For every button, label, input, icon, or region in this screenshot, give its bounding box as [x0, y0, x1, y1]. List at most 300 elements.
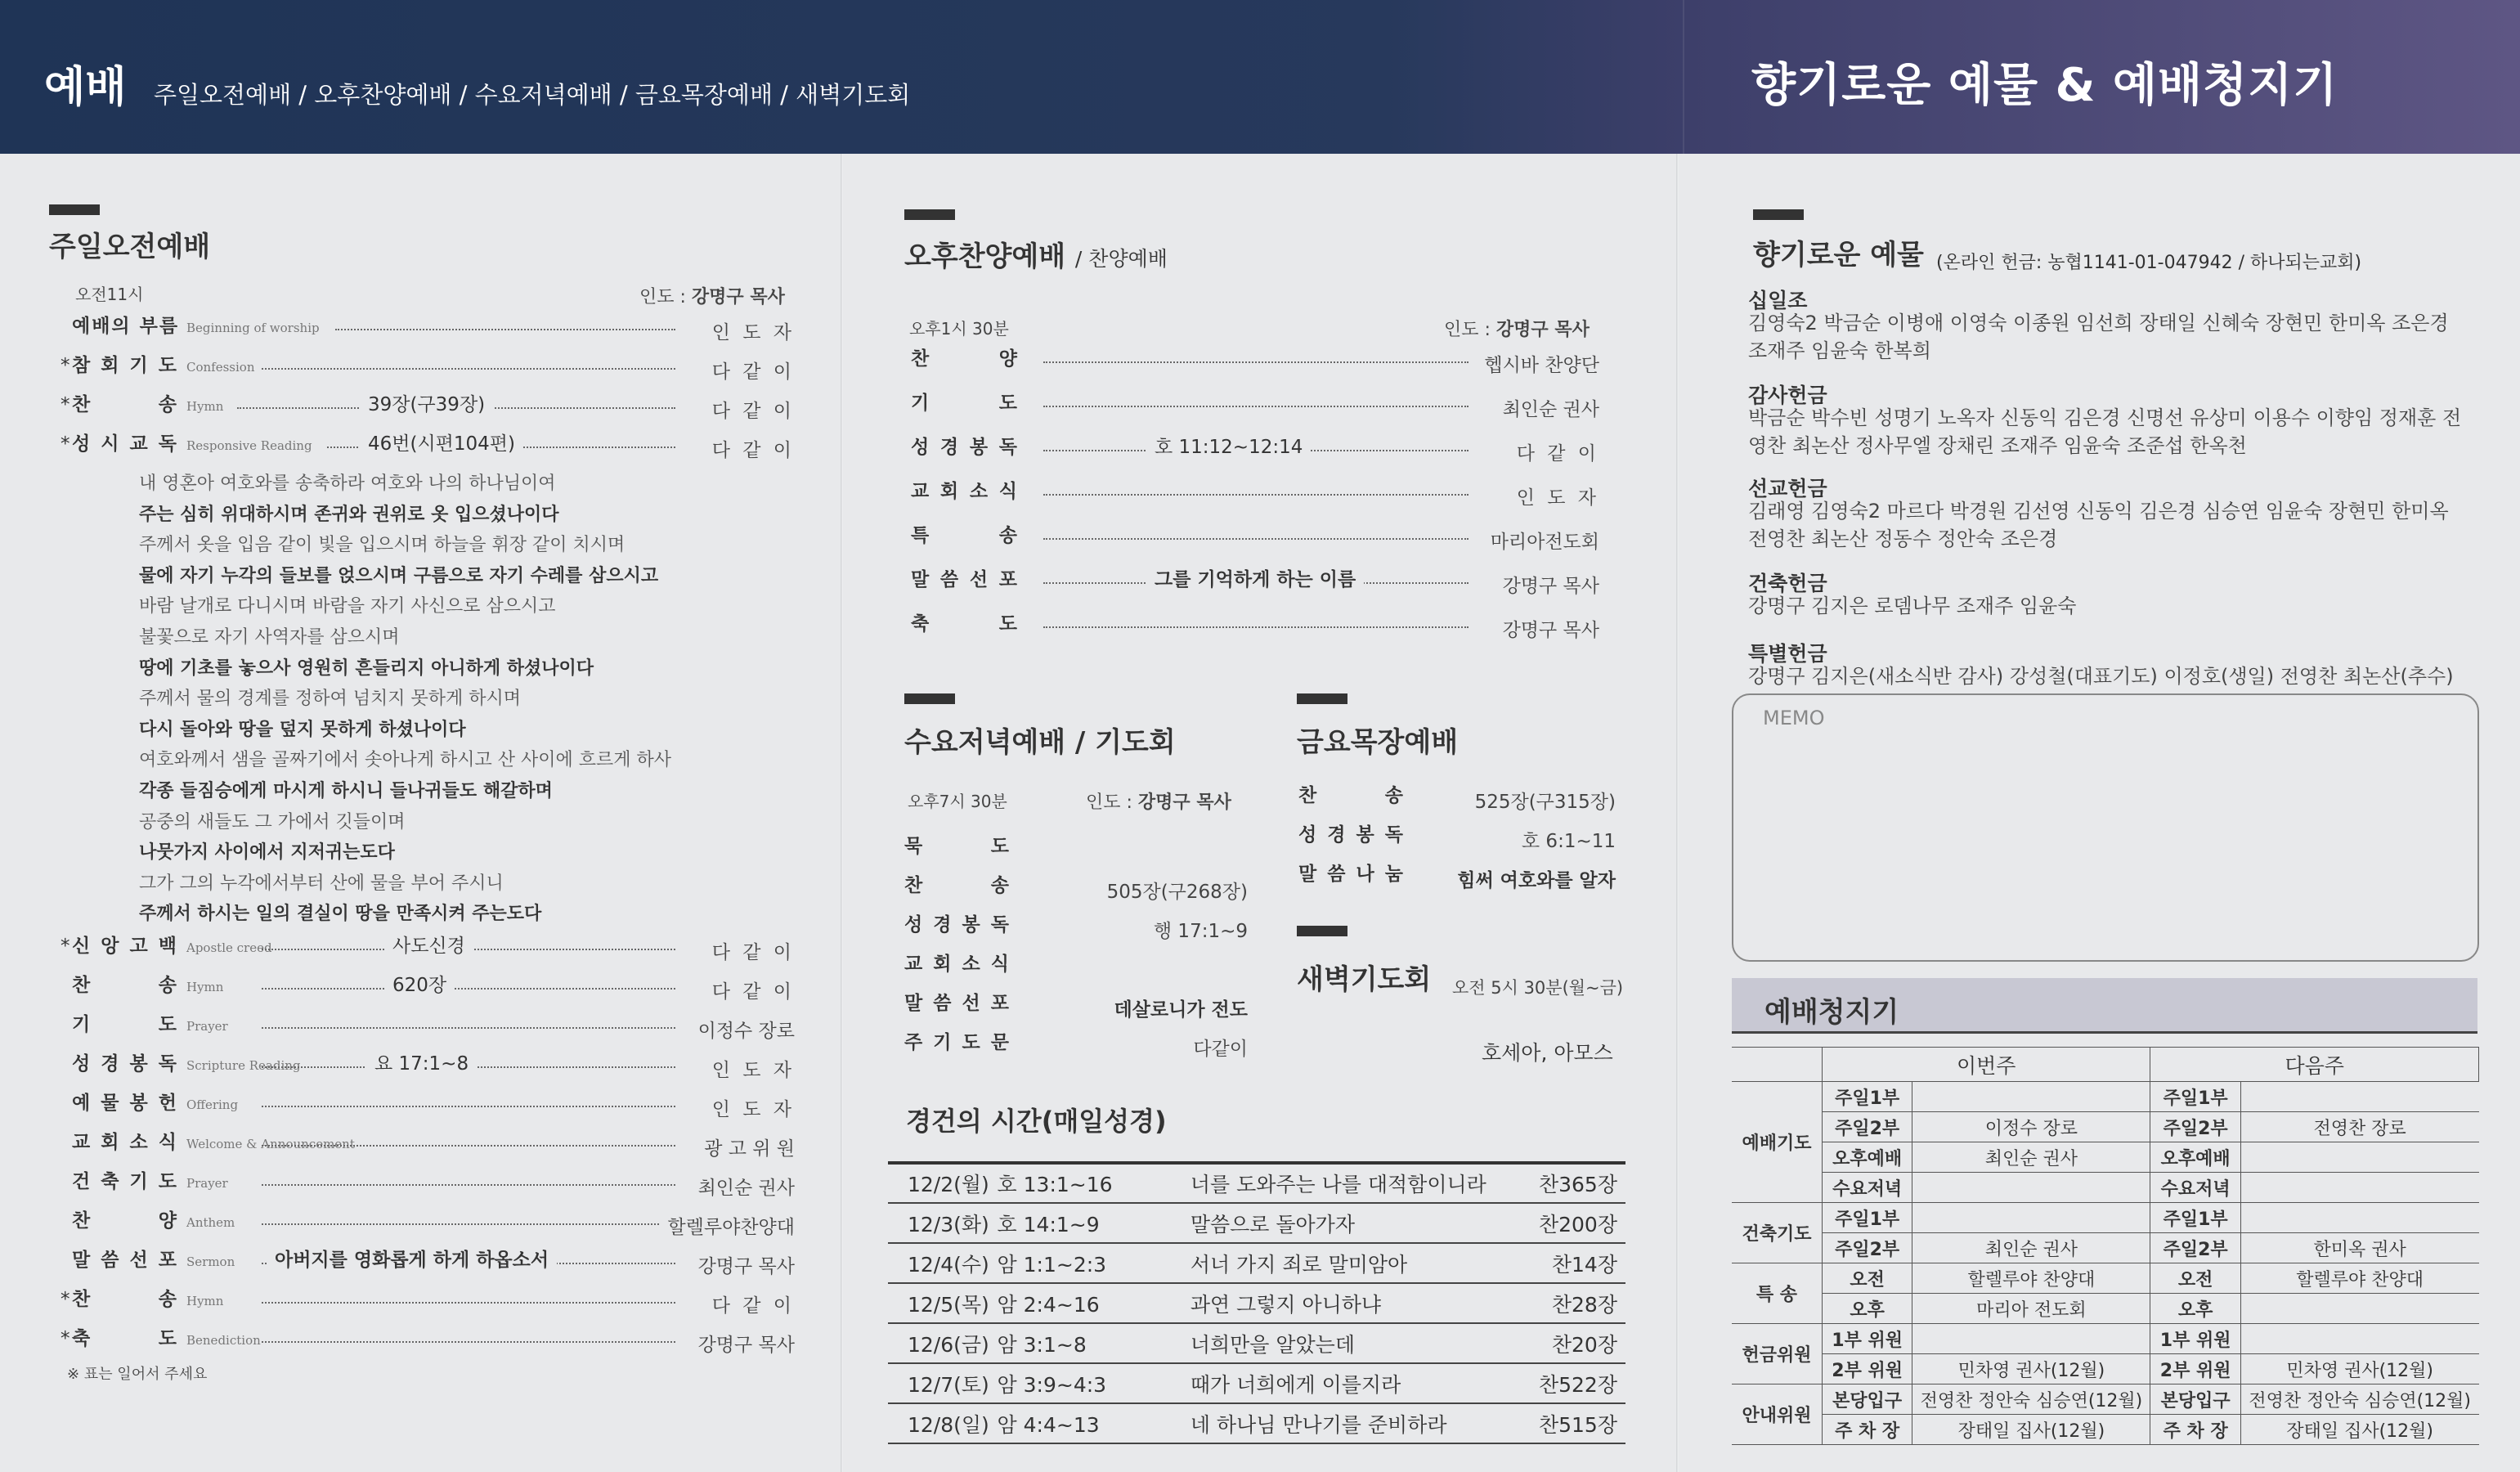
psalm-line: 주께서 물의 경계를 정하여 넘치지 못하게 하시며	[139, 689, 522, 710]
duty-title: 예배청지기	[1764, 996, 1899, 1029]
order-detail: 다같이	[1193, 1039, 1248, 1060]
dotted-leader	[262, 1145, 675, 1147]
duty-row	[1732, 1203, 2479, 1233]
section-title-wednesday: 수요저녁예배 / 기도회	[904, 726, 1176, 759]
devotion-row	[888, 1403, 1625, 1443]
devotion-hymn: 찬200장	[1520, 1203, 1625, 1243]
order-detail: 힘써 여호와를 알자	[1457, 870, 1616, 891]
order-row	[72, 1173, 228, 1192]
order-leader: 다 같 이	[706, 396, 795, 423]
duty-person	[2240, 1203, 2478, 1233]
order-leader: 헵시바 찬양단	[1477, 350, 1599, 377]
devotion-ref: 암 3:1~8	[998, 1323, 1190, 1363]
duty-slot: 오후예배	[1822, 1142, 1912, 1173]
offering-names: 강명구 김지은 로뎀나무 조재주 임윤숙	[1748, 595, 2077, 617]
devotion-row	[888, 1243, 1625, 1283]
duty-group: 안내위원	[1732, 1384, 1822, 1445]
dotted-leader	[262, 1184, 675, 1186]
standing-note: ※ 표는 일어서 주세요	[67, 1366, 208, 1383]
devotion-ref: 암 2:4~16	[998, 1283, 1190, 1323]
header-right-title: 향기로운 예물 & 예배청지기	[1751, 59, 2338, 112]
afternoon-title: 오후찬양예배	[904, 240, 1066, 273]
leader-label: 인도 :	[1086, 792, 1132, 813]
order-row	[61, 394, 224, 415]
psalm-line: 물에 자기 누각의 들보를 얹으시며 구름으로 자기 수레를 삼으시고	[139, 565, 659, 586]
order-english-label: Prayer	[186, 1176, 228, 1191]
duty-person	[2240, 1142, 2478, 1173]
devotion-row	[888, 1283, 1625, 1323]
order-row	[72, 1016, 228, 1034]
duty-person: 장태일 집사(12월)	[2240, 1415, 2478, 1445]
dotted-leader	[262, 1341, 675, 1343]
duty-slot: 주일2부	[2150, 1233, 2240, 1263]
devotion-row	[888, 1363, 1625, 1403]
dotted-leader	[1043, 494, 1469, 496]
duty-row	[1732, 1233, 2479, 1263]
order-row	[911, 615, 1019, 634]
order-row	[72, 317, 320, 336]
devotion-ref: 호 14:1~9	[998, 1203, 1190, 1243]
duty-slot: 오후	[2150, 1294, 2240, 1324]
order-leader: 인 도 자	[706, 1094, 795, 1121]
order-detail: 요 17:1~8	[366, 1055, 477, 1074]
duty-group: 특 송	[1732, 1263, 1822, 1324]
order-leader: 다 같 이	[706, 435, 795, 462]
header-subtitle: 주일오전예배 / 오후찬양예배 / 수요저녁예배 / 금요목장예배 / 새벽기도회	[154, 81, 911, 109]
order-leader: 이정수 장로	[692, 1016, 795, 1043]
dotted-leader	[335, 329, 675, 330]
order-row	[1298, 865, 1405, 884]
order-english-label: Responsive Reading	[186, 438, 312, 453]
duty-slot: 주일2부	[2150, 1112, 2240, 1142]
devotion-ref: 암 4:4~13	[998, 1403, 1190, 1443]
order-row	[904, 994, 1011, 1013]
duty-person: 할렐루야 찬양대	[2240, 1263, 2478, 1294]
wednesday-time: 오후7시 30분	[908, 792, 1007, 811]
order-detail: 그를 기억하게 하는 이름	[1146, 571, 1364, 590]
devotion-title: 서너 가지 죄로 말미암아	[1190, 1243, 1520, 1283]
duty-row	[1732, 1354, 2479, 1384]
duty-slot: 주일1부	[1822, 1082, 1912, 1112]
order-label: 예 물 봉 헌	[72, 1093, 178, 1114]
duty-slot: 2부 위원	[1822, 1354, 1912, 1384]
devotion-hymn: 찬522장	[1520, 1363, 1625, 1403]
order-label: 말 씀 선 포	[911, 569, 1019, 590]
devotion-date: 12/2(월)	[888, 1163, 998, 1203]
duty-person	[2240, 1173, 2478, 1203]
afternoon-time: 오후1시 30분	[909, 319, 1009, 339]
order-leader: 다 같 이	[706, 976, 795, 1003]
duty-row	[1732, 1294, 2479, 1324]
psalm-line: 주께서 옷을 입음 같이 빛을 입으시며 하늘을 휘장 같이 치시며	[139, 535, 626, 556]
order-row	[911, 350, 1019, 369]
leader-name: 강명구 목사	[1495, 320, 1590, 340]
section-marker	[1753, 209, 1804, 220]
psalm-line: 주는 심히 위대하시며 존귀와 권위로 옷 입으셨나이다	[139, 504, 559, 525]
psalm-line: 주께서 하시는 일의 결실이 땅을 만족시켜 주는도다	[139, 904, 542, 925]
psalm-line: 땅에 기초를 놓으사 영원히 흔들리지 아니하게 하셨나이다	[139, 657, 594, 679]
morning-leader	[639, 283, 785, 308]
order-row	[61, 355, 255, 376]
order-row	[72, 976, 223, 995]
order-leader: 광 고 위 원	[697, 1133, 795, 1160]
order-label: 찬 양	[911, 348, 1019, 370]
devotion-table	[888, 1161, 1625, 1444]
duty-person: 민차영 권사(12월)	[2240, 1354, 2478, 1384]
standing-mark: *	[61, 1328, 70, 1349]
devotion-row	[888, 1163, 1625, 1203]
section-title-offerings: 향기로운 예물	[1753, 239, 1924, 272]
duty-slot: 주일1부	[1822, 1203, 1912, 1233]
offering-group-name: 감사헌금	[1748, 384, 1827, 407]
section-marker	[1297, 926, 1347, 936]
order-label: 참 회 기 도	[72, 355, 178, 376]
duty-person	[1912, 1203, 2150, 1233]
order-row	[72, 1094, 238, 1113]
memo-box	[1732, 693, 2479, 962]
order-english-label: Hymn	[186, 1294, 224, 1308]
psalm-line: 바람 날개로 다니시며 바람을 자기 사신으로 삼으시고	[139, 596, 556, 617]
order-label: 묵 도	[904, 836, 1011, 857]
duty-group: 건축기도	[1732, 1203, 1822, 1263]
order-row	[72, 1251, 235, 1270]
order-detail: 호 6:1~11	[1521, 831, 1616, 852]
duty-head-next: 다음주	[2150, 1048, 2479, 1082]
order-label: 찬 송	[1298, 785, 1405, 806]
order-english-label: Hymn	[186, 980, 224, 994]
memo-label: MEMO	[1763, 707, 1825, 729]
psalm-line: 여호와께서 샘을 골짜기에서 솟아나게 하시고 산 사이에 흐르게 하사	[139, 750, 672, 771]
duty-slot: 1부 위원	[1822, 1324, 1912, 1354]
section-title-morning: 주일오전예배	[49, 231, 211, 263]
order-row	[72, 1055, 301, 1074]
leader-name: 강명구 목사	[691, 287, 785, 307]
order-row	[911, 527, 1019, 545]
order-label: 축 도	[72, 1328, 178, 1349]
devotion-ref: 호 13:1~16	[998, 1163, 1190, 1203]
order-label: 찬 양	[72, 1210, 178, 1232]
order-english-label: Scripture Reading	[186, 1058, 301, 1073]
dotted-leader	[262, 368, 675, 370]
order-english-label: Benediction	[186, 1333, 261, 1348]
order-english-label: Anthem	[186, 1215, 235, 1230]
leader-label: 인도 :	[1444, 320, 1491, 340]
order-label: 축 도	[911, 613, 1019, 635]
order-english-label: Confession	[186, 360, 255, 375]
wednesday-leader	[1086, 788, 1231, 814]
duty-person: 전영찬 정안숙 심승연(12월)	[2240, 1384, 2478, 1415]
order-row	[904, 877, 1011, 895]
order-english-label: Offering	[186, 1097, 239, 1112]
afternoon-leader	[1444, 316, 1590, 341]
standing-mark: *	[61, 394, 70, 415]
psalm-line: 불꽃으로 자기 사역자를 삼으시며	[139, 627, 400, 648]
order-label: 기 도	[911, 393, 1019, 414]
devotion-date: 12/4(수)	[888, 1243, 998, 1283]
order-english-label: Welcome & Announcement	[186, 1137, 355, 1151]
order-label: 교 회 소 식	[904, 954, 1011, 975]
dotted-leader	[262, 1027, 675, 1029]
duty-title-bar	[1732, 978, 2477, 1034]
duty-person: 장태일 집사(12월)	[1912, 1415, 2150, 1445]
order-label: 찬 송	[72, 1289, 178, 1310]
order-detail: 행 17:1~9	[1153, 921, 1248, 942]
order-row	[911, 438, 1019, 457]
devotion-title: 네 하나님 만나기를 준비하라	[1190, 1403, 1520, 1443]
psalm-line: 그가 그의 누각에서부터 산에 물을 부어 주시니	[139, 873, 504, 894]
order-label: 성 경 봉 독	[1298, 824, 1405, 846]
leader-label: 인도 :	[639, 287, 686, 307]
order-english-label: Hymn	[186, 399, 224, 414]
duty-person: 전영찬 정안숙 심승연(12월)	[1912, 1384, 2150, 1415]
dotted-leader	[262, 1302, 675, 1304]
order-label: 성 경 봉 독	[911, 437, 1019, 458]
duty-person	[2240, 1082, 2478, 1112]
order-leader: 다 같 이	[706, 1290, 795, 1317]
order-row	[911, 482, 1019, 501]
duty-row	[1732, 1384, 2479, 1415]
order-leader: 최인순 권사	[1496, 394, 1599, 421]
duty-slot: 주 차 장	[1822, 1415, 1912, 1445]
section-title-afternoon	[904, 234, 1168, 274]
order-leader: 다 같 이	[706, 937, 795, 964]
order-label: 찬 송	[904, 875, 1011, 896]
order-row	[904, 1034, 1011, 1052]
dotted-leader	[1043, 406, 1469, 407]
duty-slot: 오전	[2150, 1263, 2240, 1294]
offering-names: 박금순 박수빈 성명기 노옥자 신동익 김은경 신명선 유상미 이용수 이향임 정재훈 전영찬 최논산 정사무엘 장채린 조재주 임윤숙 조준섭 한옥천	[1748, 406, 2462, 457]
order-leader: 인 도 자	[706, 317, 795, 344]
order-label: 건 축 기 도	[72, 1171, 178, 1192]
offering-group-name: 특별헌금	[1748, 642, 1827, 666]
order-label: 성 경 봉 독	[72, 1053, 178, 1075]
order-leader: 강명구 목사	[1496, 615, 1599, 642]
order-row	[904, 916, 1011, 935]
order-label: 교 회 소 식	[911, 481, 1019, 502]
duty-row	[1732, 1324, 2479, 1354]
duty-row	[1732, 1263, 2479, 1294]
order-detail: 39장(구39장)	[360, 396, 493, 415]
fold-line	[1676, 154, 1679, 1472]
devotion-title: 너를 도와주는 나를 대적함이니라	[1190, 1163, 1520, 1203]
offering-names: 김영숙2 박금순 이병애 이영숙 이종원 임선희 장태일 신혜숙 장현민 한미옥 조은경 조재주 임윤숙 한복희	[1748, 312, 2449, 362]
duty-person: 마리아 전도회	[1912, 1294, 2150, 1324]
order-detail: 505장(구268장)	[1106, 882, 1248, 903]
offering-group-name: 선교헌금	[1748, 477, 1827, 500]
duty-slot: 오전	[1822, 1263, 1912, 1294]
order-label: 교 회 소 식	[72, 1132, 178, 1153]
order-label: 성 경 봉 독	[904, 914, 1011, 936]
offering-names: 김래영 김영숙2 마르다 박경원 김선영 신동익 김은경 심승연 임윤숙 장현민 한미옥 전영찬 최논산 정동수 정안숙 조은경	[1748, 500, 2449, 550]
fold-line	[841, 154, 843, 1472]
duty-slot: 2부 위원	[2150, 1354, 2240, 1384]
dotted-leader	[1043, 538, 1469, 540]
order-detail: 아버지를 영화롭게 하게 하옵소서	[267, 1251, 557, 1270]
devotion-date: 12/7(토)	[888, 1363, 998, 1403]
order-row	[61, 936, 272, 957]
devotion-hymn: 찬14장	[1520, 1243, 1625, 1283]
duty-person: 전영찬 장로	[2240, 1112, 2478, 1142]
duty-head-this: 이번주	[1822, 1048, 2150, 1082]
duty-row	[1732, 1415, 2479, 1445]
psalm-line: 공중의 새들도 그 가에서 깃들이며	[139, 811, 406, 832]
dawn-time: 오전 5시 30분(월~금)	[1452, 978, 1624, 998]
section-title-dawn: 새벽기도회	[1297, 963, 1432, 996]
order-row	[61, 433, 312, 455]
order-label: 찬 송	[72, 394, 178, 415]
devotion-hymn: 찬20장	[1520, 1323, 1625, 1363]
order-label: 말 씀 선 포	[72, 1250, 178, 1271]
dotted-leader	[262, 988, 675, 990]
dotted-leader	[262, 1106, 675, 1107]
duty-person: 최인순 권사	[1912, 1142, 2150, 1173]
section-marker	[904, 209, 955, 220]
duty-slot: 주일2부	[1822, 1233, 1912, 1263]
devotion-ref: 암 1:1~2:3	[998, 1243, 1190, 1283]
order-english-label: Apostle creed	[186, 940, 272, 955]
order-detail: 호 11:12~12:14	[1146, 438, 1311, 457]
duty-slot: 1부 위원	[2150, 1324, 2240, 1354]
duty-person: 이정수 장로	[1912, 1112, 2150, 1142]
order-detail: 620장	[384, 976, 455, 995]
morning-time: 오전11시	[75, 285, 144, 304]
order-label: 찬 송	[72, 975, 178, 996]
standing-mark: *	[61, 355, 70, 376]
order-label: 신 앙 고 백	[72, 936, 178, 957]
order-row	[1298, 826, 1405, 845]
order-detail: 데살로니가 전도	[1114, 999, 1248, 1021]
duty-group: 예배기도	[1732, 1082, 1822, 1203]
order-leader: 강명구 목사	[1496, 571, 1599, 598]
devotion-hymn: 찬28장	[1520, 1283, 1625, 1323]
order-row	[904, 837, 1011, 856]
order-row	[911, 394, 1019, 413]
order-leader: 인 도 자	[706, 1055, 795, 1082]
section-marker	[49, 204, 100, 215]
section-marker	[1297, 693, 1347, 704]
offering-names: 강명구 김지은(새소식반 감사) 강성철(대표기도) 이정호(생일) 전영찬 최논산(추수)	[1748, 665, 2454, 688]
leader-name: 강명구 목사	[1137, 792, 1231, 813]
devotion-row	[888, 1203, 1625, 1243]
duty-slot: 오후예배	[2150, 1142, 2240, 1173]
duty-person	[2240, 1294, 2478, 1324]
order-english-label: Beginning of worship	[186, 321, 320, 335]
order-label: 주 기 도 문	[904, 1032, 1011, 1053]
order-leader: 최인순 권사	[692, 1173, 795, 1200]
order-label: 기 도	[72, 1014, 178, 1035]
psalm-line: 다시 돌아와 땅을 덮지 못하게 하셨나이다	[139, 719, 466, 740]
order-row	[61, 1328, 261, 1349]
order-row	[72, 1133, 355, 1152]
order-leader: 인 도 자	[1510, 482, 1599, 509]
order-label: 예배의 부름	[72, 316, 180, 337]
afternoon-subtitle: / 찬양예배	[1074, 247, 1168, 271]
devotion-date: 12/5(목)	[888, 1283, 998, 1323]
order-row	[911, 571, 1019, 590]
offering-group-name: 십일조	[1748, 289, 1808, 312]
duty-slot: 주 차 장	[2150, 1415, 2240, 1445]
order-label: 말 씀 나 눔	[1298, 864, 1405, 885]
duty-slot: 수요저녁	[2150, 1173, 2240, 1203]
order-row	[1298, 787, 1405, 806]
devotion-title: 너희만을 알았는데	[1190, 1323, 1520, 1363]
dawn-text: 호세아, 아모스	[1482, 1041, 1613, 1065]
duty-person	[2240, 1324, 2478, 1354]
duty-person	[1912, 1324, 2150, 1354]
devotion-date: 12/3(화)	[888, 1203, 998, 1243]
order-leader: 다 같 이	[1510, 438, 1599, 465]
devotion-date: 12/8(일)	[888, 1403, 998, 1443]
order-english-label: Sermon	[186, 1254, 235, 1269]
devotion-hymn: 찬365장	[1520, 1163, 1625, 1203]
psalm-line: 나뭇가지 사이에서 지저귀는도다	[139, 842, 395, 864]
order-leader: 마리아전도회	[1484, 527, 1599, 554]
offering-group-name: 건축헌금	[1748, 572, 1827, 595]
section-marker	[904, 693, 955, 704]
duty-slot: 주일1부	[2150, 1203, 2240, 1233]
duty-person	[1912, 1173, 2150, 1203]
order-leader: 할렐루야찬양대	[661, 1212, 795, 1239]
duty-person: 민차영 권사(12월)	[1912, 1354, 2150, 1384]
duty-slot: 본당입구	[2150, 1384, 2240, 1415]
duty-corner	[1732, 1048, 1822, 1082]
duty-person: 할렐루야 찬양대	[1912, 1263, 2150, 1294]
duty-slot: 오후	[1822, 1294, 1912, 1324]
duty-slot: 주일2부	[1822, 1112, 1912, 1142]
order-label: 말 씀 선 포	[904, 993, 1011, 1014]
duty-table	[1732, 1047, 2479, 1445]
standing-mark: *	[61, 1289, 70, 1310]
order-leader: 강명구 목사	[692, 1251, 795, 1278]
duty-person: 한미옥 권사	[2240, 1233, 2478, 1263]
order-detail: 46번(시편104편)	[360, 435, 523, 454]
psalm-line: 내 영혼아 여호와를 송축하라 여호와 나의 하나님이여	[139, 473, 556, 494]
order-leader: 강명구 목사	[692, 1330, 795, 1357]
duty-slot: 수요저녁	[1822, 1173, 1912, 1203]
section-title-devotion: 경건의 시간(매일성경)	[906, 1106, 1167, 1137]
order-row	[61, 1289, 224, 1310]
devotion-row	[888, 1323, 1625, 1363]
duty-group: 헌금위원	[1732, 1324, 1822, 1384]
header-divider	[1683, 0, 1684, 154]
devotion-date: 12/6(금)	[888, 1323, 998, 1363]
duty-person	[1912, 1082, 2150, 1112]
order-english-label: Prayer	[186, 1019, 228, 1034]
devotion-hymn: 찬515장	[1520, 1403, 1625, 1443]
order-row	[904, 955, 1011, 974]
devotion-title: 말씀으로 돌아가자	[1190, 1203, 1520, 1243]
order-label: 특 송	[911, 525, 1019, 546]
standing-mark: *	[61, 433, 70, 455]
order-row	[72, 1212, 235, 1231]
duty-row	[1732, 1112, 2479, 1142]
order-leader: 다 같 이	[706, 357, 795, 384]
order-detail: 525장(구315장)	[1474, 792, 1616, 813]
duty-row	[1732, 1142, 2479, 1173]
duty-person: 최인순 권사	[1912, 1233, 2150, 1263]
order-detail: 사도신경	[384, 937, 473, 956]
header-title: 예배	[44, 63, 127, 112]
order-label: 성 시 교 독	[72, 433, 178, 455]
dotted-leader	[1043, 626, 1469, 628]
online-account: (온라인 헌금: 농협1141-01-047942 / 하나되는교회)	[1936, 253, 2362, 273]
duty-slot: 본당입구	[1822, 1384, 1912, 1415]
devotion-title: 때가 너희에게 이를지라	[1190, 1363, 1520, 1403]
duty-row	[1732, 1173, 2479, 1203]
psalm-line: 각종 들짐승에게 마시게 하시니 들나귀들도 해갈하며	[139, 781, 553, 801]
dotted-leader	[262, 1223, 675, 1225]
duty-slot: 주일1부	[2150, 1082, 2240, 1112]
